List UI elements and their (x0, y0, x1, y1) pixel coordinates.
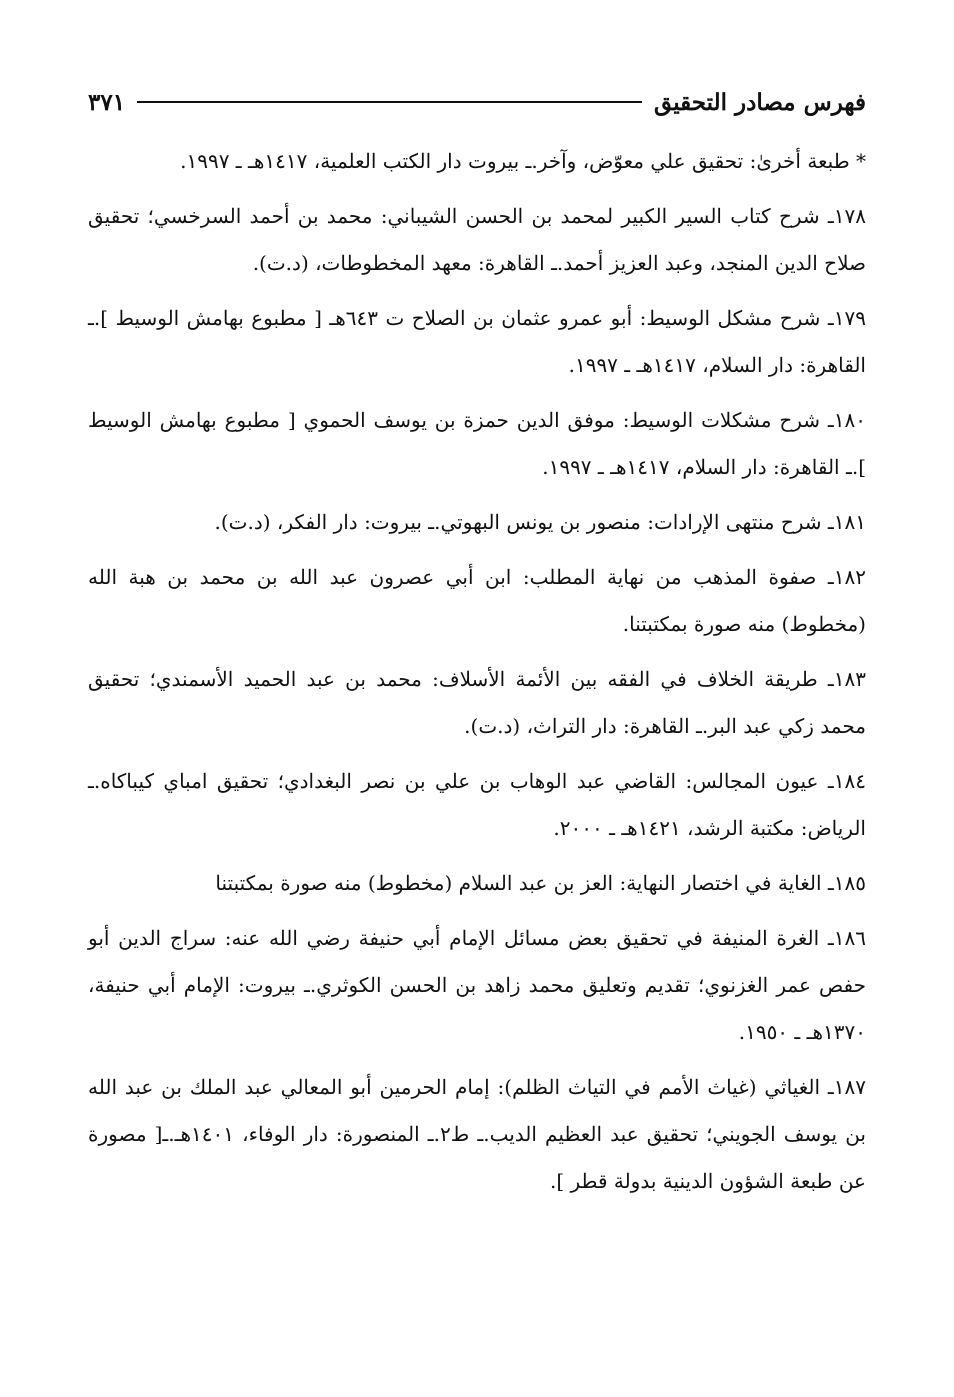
entry-number: ١٨٦ـ (827, 926, 866, 950)
header-title: فهرس مصادر التحقيق (654, 88, 866, 116)
bibliography-entry (88, 397, 866, 491)
header-rule (137, 101, 642, 103)
entry-number: ١٨٢ـ (827, 565, 867, 589)
bibliography-entry (88, 499, 866, 546)
entry-text: الغاية في اختصار النهاية: العز بن عبد السلام (مخطوط) منه صورة بمكتبتنا (215, 871, 822, 895)
entry-text: طريقة الخلاف في الفقه بين الأئمة الأسلاف: محمد بن عبد الحميد الأسمندي؛ تحقيق محمد زكي عبد البر.ـ القاهرة: دار التراث، (د.ت). (88, 667, 866, 738)
bibliography-entry (88, 758, 866, 852)
entry-text: الغياثي (غياث الأمم في التياث الظلم): إمام الحرمين أبو المعالي عبد الملك بن عبد الله بن يوسف الجويني؛ تحقيق عبد العظيم الديب.ـ ط٢.ـ المنصورة: دار الوفاء، ١٤٠١هـ.ـ[ مصورة عن طبعة الشؤون الدينية بدولة قطر ]. (88, 1075, 866, 1193)
entry-text: شرح كتاب السير الكبير لمحمد بن الحسن الشيباني: محمد بن أحمد السرخسي؛ تحقيق صلاح الدين المنجد، وعبد العزيز أحمد.ـ القاهرة: معهد المخطوطات، (د.ت). (88, 204, 866, 275)
entry-text: شرح مشكل الوسيط: أبو عمرو عثمان بن الصلاح ت ٦٤٣هـ [ مطبوع بهامش الوسيط ].ـ القاهرة: دار السلام، ١٤١٧هـ ـ ١٩٩٧. (88, 306, 866, 377)
bibliography-entry (88, 915, 866, 1056)
entry-number: ١٧٩ـ (827, 306, 867, 330)
bibliography-entry (88, 193, 866, 287)
bibliography-entry (88, 554, 866, 648)
entry-text: * طبعة أخرىٰ: تحقيق علي معوّض، وآخر.ـ بيروت دار الكتب العلمية، ١٤١٧هـ ـ ١٩٩٧. (180, 149, 866, 173)
bibliography-entry (88, 295, 866, 389)
entry-number: ١٨٠ـ (827, 408, 866, 432)
bibliography-list (88, 138, 866, 1213)
bibliography-entry (88, 860, 866, 907)
entry-number: ١٨٤ـ (827, 769, 867, 793)
running-header (88, 82, 866, 122)
entry-number: ١٨٣ـ (827, 667, 866, 691)
page-number: ٣٧١ (88, 88, 126, 116)
bibliography-entry (88, 1064, 866, 1205)
entry-text: شرح مشكلات الوسيط: موفق الدين حمزة بن يوسف الحموي [ مطبوع بهامش الوسيط ].ـ القاهرة: دار السلام، ١٤١٧هـ ـ ١٩٩٧. (88, 408, 866, 479)
entry-text: شرح منتهى الإرادات: منصور بن يونس البهوتي.ـ بيروت: دار الفكر، (د.ت). (214, 510, 822, 534)
entry-number: ١٨١ـ (827, 510, 866, 534)
entry-text: الغرة المنيفة في تحقيق بعض مسائل الإمام أبي حنيفة رضي الله عنه: سراج الدين أبو حفص عمر الغزنوي؛ تقديم وتعليق محمد زاهد بن الحسن الكوثري.ـ بيروت: الإمام أبي حنيفة، ١٣٧٠هـ ـ ١٩٥٠. (88, 926, 866, 1044)
entry-number: ١٨٥ـ (827, 871, 866, 895)
bibliography-entry (88, 138, 866, 185)
bibliography-entry (88, 656, 866, 750)
entry-number: ١٧٨ـ (827, 204, 866, 228)
entry-number: ١٨٧ـ (827, 1075, 867, 1099)
entry-text: صفوة المذهب من نهاية المطلب: ابن أبي عصرون عبد الله بن محمد بن هبة الله (مخطوط) منه صورة بمكتبتنا. (88, 565, 866, 636)
entry-text: عيون المجالس: القاضي عبد الوهاب بن علي بن نصر البغدادي؛ تحقيق امباي كيباكاه.ـ الرياض: مكتبة الرشد، ١٤٢١هـ ـ ٢٠٠٠. (88, 769, 866, 840)
